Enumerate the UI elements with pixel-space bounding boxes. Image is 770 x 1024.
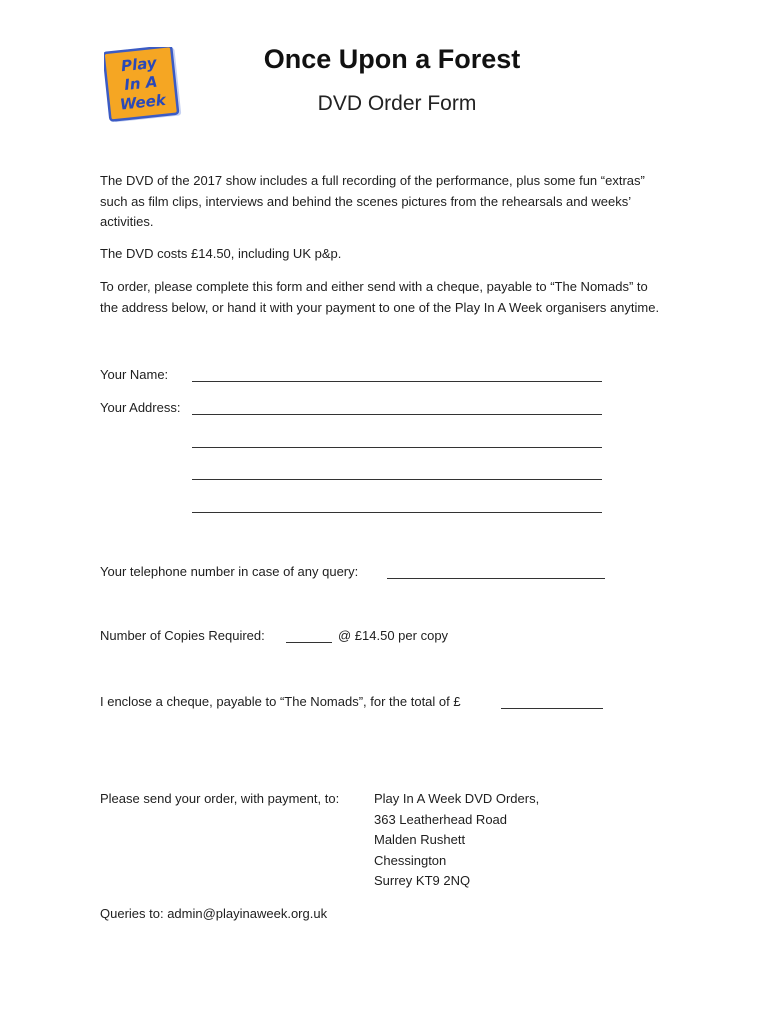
address-line: Malden Rushett [374,832,466,847]
address-field-line-4[interactable] [192,512,602,513]
telephone-field[interactable] [387,578,605,579]
postal-address [374,789,539,892]
logo-text-line-1: Play [120,53,158,76]
address-line: Surrey KT9 2NQ [374,873,471,888]
telephone-label: Your telephone number in case of any query: [100,564,359,579]
address-line: 363 Leatherhead Road [374,811,508,827]
name-field[interactable] [192,381,602,382]
copies-label: Number of Copies Required: [100,628,265,643]
logo-text-line-2: In A [123,72,159,95]
address-field-line-1[interactable] [192,414,602,415]
address-line: Play In A Week DVD Orders, [374,791,540,806]
page-title: Once Upon a Forest [263,44,521,74]
address-field-line-3[interactable] [192,479,602,480]
copies-price-text: @ £14.50 per copy [338,628,449,643]
cheque-label: I enclose a cheque, payable to “The Nomads”, for the total of £ [100,694,461,709]
intro-paragraph-1: The DVD of the 2017 show includes a full recording of the performance, plus some fun “extras” such as film clips, interviews and behind the scenes pictures from the rehearsals and weeks’ activities. [100,173,645,229]
cheque-total-field[interactable] [501,708,603,709]
copies-field[interactable] [286,642,332,643]
address-field-line-2[interactable] [192,447,602,448]
intro-paragraph-3: To order, please complete this form and either send with a cheque, payable to “The Nomads” to the address below, or hand it with your payment to one of the Play In A Week organisers anytime. [100,279,660,315]
intro-paragraph-2: The DVD costs £14.50, including UK p&p. [100,246,342,261]
address-line: Chessington [374,852,447,868]
logo-text-line-3: Week [119,90,167,114]
page-subtitle: DVD Order Form [317,92,477,115]
send-to-label: Please send your order, with payment, to: [100,791,340,806]
address-label: Your Address: [100,400,181,415]
name-label: Your Name: [100,367,169,382]
queries-email-text[interactable]: Queries to: admin@playinaweek.org.uk [100,906,328,921]
